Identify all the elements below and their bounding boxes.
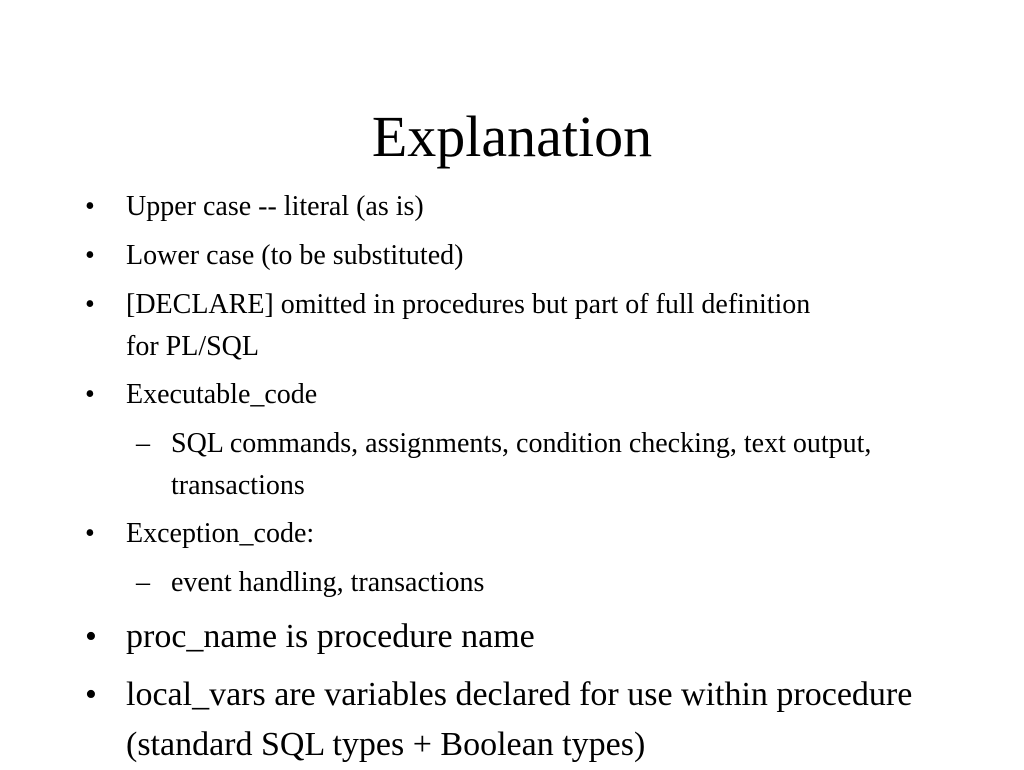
bullet-marker: • xyxy=(85,676,97,713)
bullet-text: Exception_code: xyxy=(126,518,315,549)
slide-title: Explanation xyxy=(371,104,653,169)
bullet-item-exception-code xyxy=(85,513,956,555)
dash-marker: – xyxy=(136,428,150,459)
bullet-marker: • xyxy=(85,289,95,320)
bullet-item-proc-name xyxy=(85,612,956,662)
bullet-text: Upper case -- literal (as is) xyxy=(126,191,424,222)
sub-item-sql-commands xyxy=(136,423,941,507)
bullet-marker: • xyxy=(85,240,95,271)
bullet-item-declare xyxy=(85,284,846,368)
bullet-item-lower-case xyxy=(85,235,956,277)
sub-item-event-handling xyxy=(136,562,971,604)
bullet-marker: • xyxy=(85,618,97,655)
bullet-item-upper-case xyxy=(85,186,956,228)
sub-item-text: SQL commands, assignments, condition checking, text output, transactions xyxy=(171,428,872,501)
bullet-text: Executable_code xyxy=(126,379,318,410)
sub-item-text: event handling, transactions xyxy=(171,567,485,598)
bullet-marker: • xyxy=(85,518,95,549)
dash-marker: – xyxy=(136,567,150,598)
bullet-text: proc_name is procedure name xyxy=(126,618,535,655)
bullet-item-local-vars xyxy=(85,670,926,770)
bullet-text: local_vars are variables declared for use within procedure (standard SQL types + Boolean types) xyxy=(126,676,913,763)
bullet-item-executable-code xyxy=(85,374,956,416)
bullet-marker: • xyxy=(85,191,95,222)
bullet-text: Lower case (to be substituted) xyxy=(126,240,464,271)
bullet-marker: • xyxy=(85,379,95,410)
bullet-text: [DECLARE] omitted in procedures but part of full definition for PL/SQL xyxy=(126,289,811,362)
